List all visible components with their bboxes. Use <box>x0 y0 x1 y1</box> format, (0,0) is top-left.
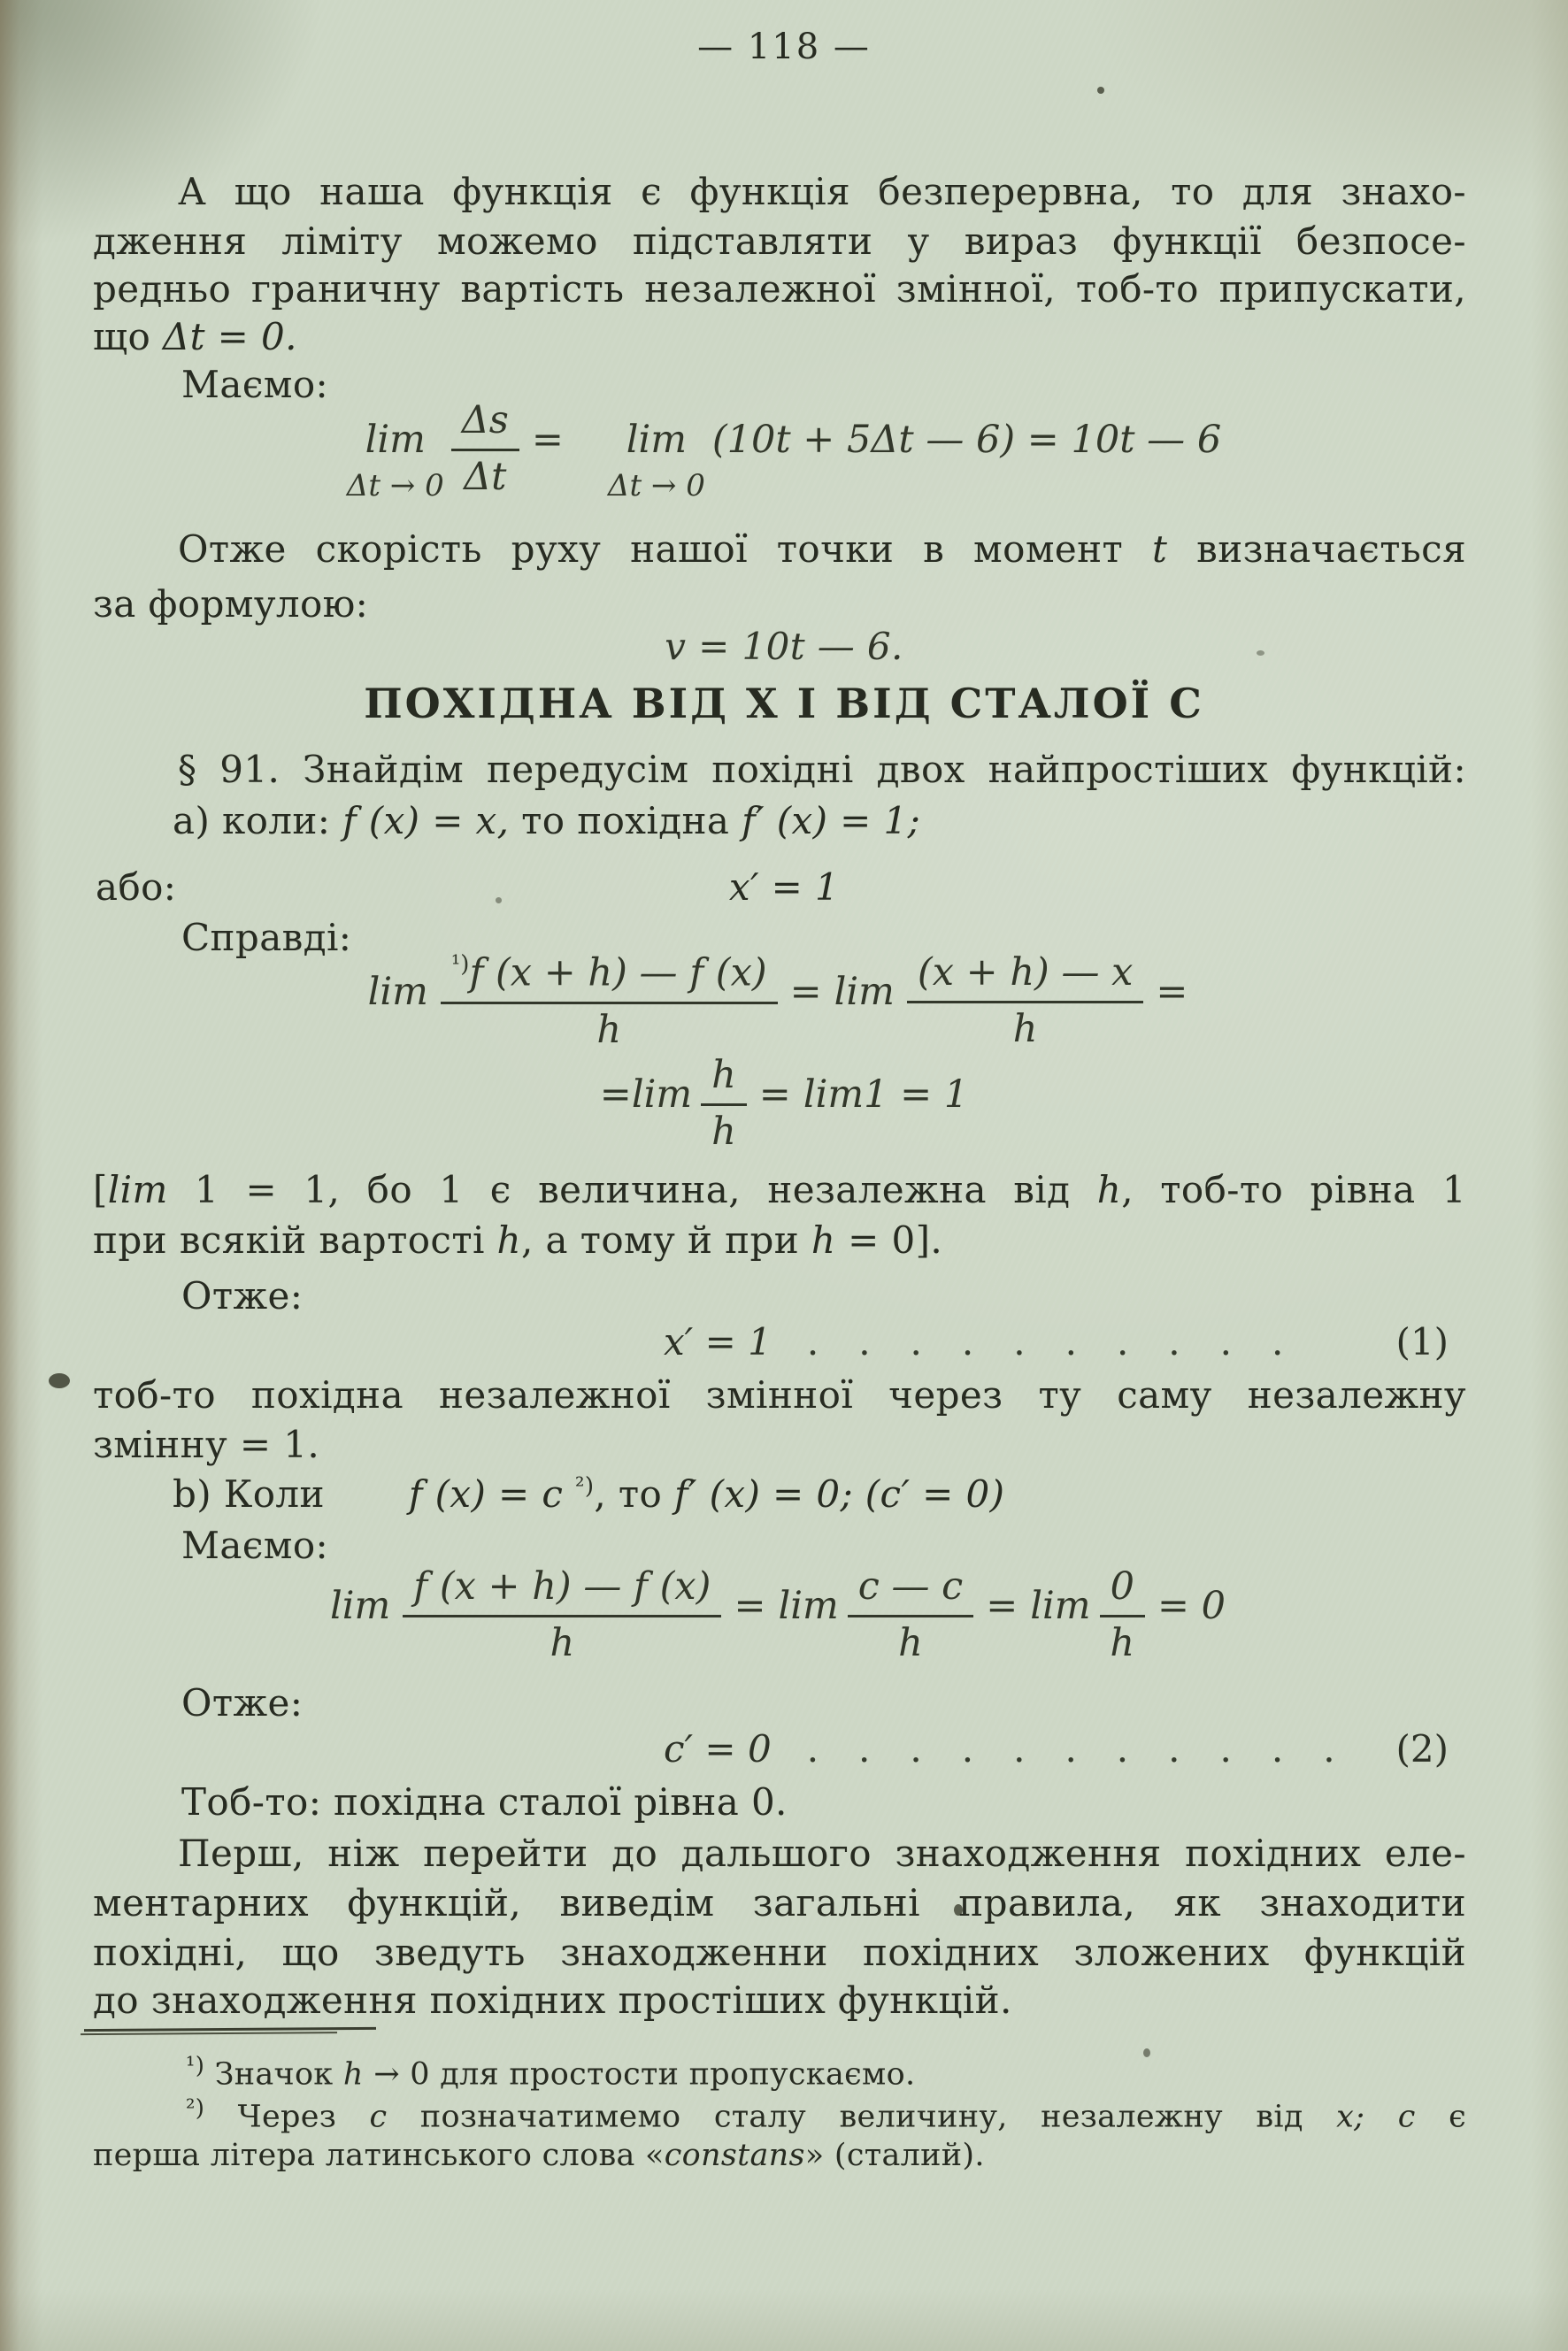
speed-line-1 <box>93 527 1466 572</box>
footnote-2-line-2 <box>93 2138 1466 2174</box>
fraction-denominator: Δt <box>464 455 507 500</box>
bracket-note-line-1 <box>93 1168 1466 1212</box>
fraction-denominator: h <box>596 1007 622 1052</box>
equation-cprime-0: c′ = 0 <box>664 1727 772 1771</box>
equals-sign: = <box>599 1072 632 1117</box>
fraction-difference-quotient <box>403 1566 721 1665</box>
equation-2-row <box>93 1727 1449 1771</box>
footnote-divider <box>84 2027 376 2032</box>
math-fx-equals-x: f (x) = x, <box>342 799 510 842</box>
bracket-text4: , а тому й при <box>521 1218 811 1262</box>
fraction-ds-dt <box>451 400 519 499</box>
fraction-numerator: h <box>701 1055 747 1106</box>
speed-text-a: Отже скорість руху нашої точки в момент <box>178 527 1153 571</box>
intro-line-2: дження ліміту можемо підставляти у вираз функції безпосе- <box>93 219 1466 263</box>
lim-text: lim <box>367 970 428 1014</box>
footnote-3-text2: » (сталий). <box>804 2138 985 2173</box>
fraction-numerator: f (x + h) — f (x) <box>403 1566 721 1617</box>
footnote-1-text: Значок <box>204 2056 343 2093</box>
fraction-denominator: h <box>898 1621 923 1666</box>
var-h: h <box>811 1218 836 1262</box>
intro-line-4 <box>93 315 1466 359</box>
closing-line-4: до знаходження похідних простіших функцій. <box>93 1978 1012 2022</box>
bracket-open: [ <box>93 1168 108 1211</box>
fraction-denominator: h <box>711 1110 736 1155</box>
footnote-ref-1: ¹) <box>450 951 470 978</box>
var-x: x; <box>1336 2099 1365 2135</box>
var-h: h <box>1096 1168 1122 1211</box>
ink-blot <box>49 1373 70 1388</box>
bracket-note-line-2 <box>93 1218 1466 1263</box>
equation-number: (1) <box>1395 1320 1449 1364</box>
case-b-text2: , то <box>594 1472 674 1516</box>
lim-under-condition: Δt → 0 <box>346 468 444 504</box>
case-a-text2: то похідна <box>509 799 742 842</box>
equation-number: (2) <box>1395 1727 1449 1771</box>
closing-line-1: Перш, ніж перейти до дальшого знаходження похідних еле- <box>178 1832 1466 1875</box>
label-otzhe-2: Отже: <box>181 1681 304 1725</box>
speed-text-c: визначається <box>1167 527 1466 571</box>
bracket-close: = 0]. <box>835 1218 943 1262</box>
equals-sign: = <box>758 1072 791 1117</box>
footnote-ref-2: ²) <box>575 1473 595 1500</box>
fraction-xh-minus-x <box>907 952 1143 1051</box>
math-fx-equals-c: f (x) = c <box>408 1472 576 1516</box>
footnote-1 <box>93 2053 1466 2094</box>
intro-line-1: А що наша функція є функція безперервна, то для знахо- <box>178 170 1466 213</box>
constant-derivative-statement: Тоб-то: похідна сталої рівна 0. <box>181 1780 788 1824</box>
lim-text: lim <box>626 418 687 462</box>
lim-operator <box>608 419 705 503</box>
label-abo: або: <box>96 865 177 909</box>
fraction-numerator: c — c <box>848 1566 974 1617</box>
footnote-2-text2: позначатимемо сталу величину, незалежну від <box>387 2099 1337 2135</box>
independent-var-line-1: тоб-то похідна незалежної змінної через ту саму незалежну <box>93 1373 1466 1417</box>
lim-text: lim <box>834 970 895 1014</box>
word-constans: constans <box>664 2138 805 2173</box>
formula-h-over-h <box>0 1055 1568 1154</box>
formula-derivative-of-constant <box>0 1566 1568 1665</box>
lim-text: lim <box>803 1072 865 1117</box>
case-a-line <box>93 799 1466 843</box>
lim-text: lim <box>329 1584 391 1628</box>
formula-derivative-of-x <box>0 952 1568 1051</box>
bracket-text2: , тоб-то рівна 1 <box>1121 1168 1467 1211</box>
closing-line-3: похідні, що зведуть знаходженни похідних зложених функцій <box>93 1931 1466 1974</box>
formula-tail: 1 = 1 <box>864 1072 969 1117</box>
equals-sign: = <box>734 1584 766 1628</box>
math-fprime-equals-1: f′ (x) = 1; <box>742 799 921 842</box>
fraction-difference-quotient <box>441 952 778 1051</box>
var-c: c <box>369 2099 388 2135</box>
bracket-text3: при всякій вартості <box>93 1218 497 1262</box>
label-maemo-1: Маємо: <box>181 363 329 406</box>
delta-t-equation: Δt = 0. <box>162 315 297 358</box>
label-spravdi: Справді: <box>181 916 352 959</box>
fraction-numerator: (x + h) — x <box>907 952 1143 1003</box>
paragraph-91-line-1: § 91. Знайдім передусім похідні двох найпростіших функцій: <box>178 748 1466 791</box>
closing-line-2: ментарних функцій, виведім загальні правила, як знаходити <box>93 1881 1466 1925</box>
section-heading: ПОХІДНА ВІД X І ВІД СТАЛОЇ С <box>364 680 1204 727</box>
formula-velocity-limit <box>0 400 1568 503</box>
footnote-2-text: Через <box>204 2099 370 2135</box>
numerator-text: f (x + h) — f (x) <box>469 950 767 995</box>
var-h: h <box>342 2056 364 2093</box>
case-b-line <box>93 1472 1466 1517</box>
fraction-denominator: h <box>1110 1621 1135 1666</box>
fraction-denominator: h <box>550 1621 575 1666</box>
fraction-zero-over-h <box>1100 1566 1145 1665</box>
fraction-denominator: h <box>1012 1007 1038 1052</box>
fraction-h-h <box>701 1055 747 1154</box>
formula-v-equals: v = 10t — 6. <box>665 625 903 668</box>
lim-text: lim <box>778 1584 839 1628</box>
label-otzhe-1: Отже: <box>181 1274 304 1318</box>
label-maemo-2: Маємо: <box>181 1524 329 1567</box>
dot-leader: ........... <box>806 1727 1375 1771</box>
equals-sign: = <box>531 418 564 462</box>
var-c: c <box>1397 2099 1416 2135</box>
math-xprime-1: x′ = 1 <box>728 865 840 909</box>
formula-tail: (10t + 5Δt — 6) = 10t — 6 <box>711 418 1222 462</box>
lim-operator <box>347 419 444 503</box>
fraction-c-minus-c <box>848 1566 974 1665</box>
footnote-1-text2: → 0 для простости пропускаємо. <box>363 2056 916 2093</box>
equation-xprime-1: x′ = 1 <box>664 1320 772 1364</box>
speed-line-2: за формулою: <box>93 582 369 626</box>
intro-line-3: редньо граничну вартість незалежної змінної, тоб-то припускати, <box>93 267 1466 311</box>
footnote-2-text3: є <box>1415 2099 1466 2135</box>
equals-sign: = <box>986 1584 1018 1628</box>
var-h: h <box>496 1218 521 1262</box>
footnote-2-space <box>1364 2100 1397 2135</box>
bracket-text: 1 = 1, бо 1 є величина, незалежна від <box>167 1168 1097 1211</box>
paper-speck <box>1097 87 1104 94</box>
fraction-numerator: 0 <box>1100 1566 1145 1617</box>
intro-line4-text: що <box>93 315 163 358</box>
fraction-numerator <box>441 952 778 1004</box>
fraction-numerator: Δs <box>451 400 519 451</box>
case-a-text: а) коли: <box>173 799 343 842</box>
footnote-1-marker: ¹) <box>186 2053 205 2079</box>
equals-sign: = <box>1156 970 1188 1014</box>
page-number: — 118 — <box>697 27 871 67</box>
lim-text: lim <box>1030 1584 1091 1628</box>
lim-under-condition: Δt → 0 <box>607 468 705 504</box>
footnote-3-text: перша літера латинського слова « <box>93 2138 665 2173</box>
equals-sign: = <box>789 970 822 1014</box>
math-fprime-equals-0: f′ (x) = 0; (c′ = 0) <box>673 1472 1005 1516</box>
var-t: t <box>1152 527 1168 571</box>
lim-text: lim <box>107 1168 168 1211</box>
lim-text: lim <box>365 418 426 462</box>
case-b-text: b) Коли <box>173 1472 325 1516</box>
equals-zero: = 0 <box>1157 1584 1226 1628</box>
dot-leader: .......... <box>806 1320 1324 1364</box>
footnote-2-line-1 <box>93 2095 1466 2136</box>
equation-1-row <box>93 1320 1449 1364</box>
lim-text: lim <box>631 1072 693 1117</box>
independent-var-line-2: змінну = 1. <box>93 1423 320 1466</box>
abo-row <box>0 865 1568 910</box>
footnote-2-marker: ²) <box>186 2095 205 2122</box>
